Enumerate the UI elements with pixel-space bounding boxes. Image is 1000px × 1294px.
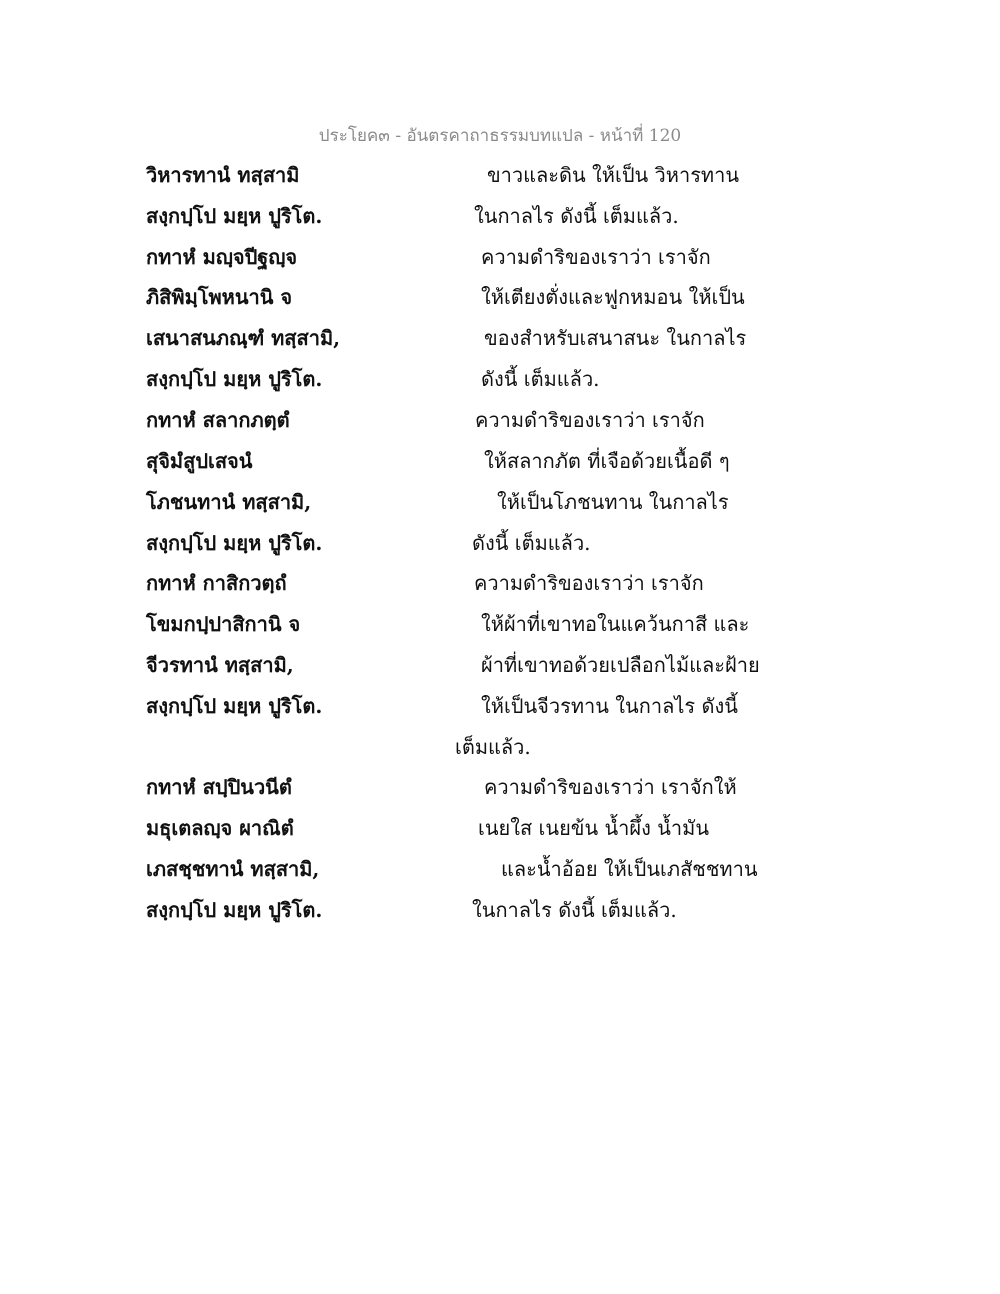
verse-line [0,160,1000,194]
pali-text: เภสชฺชทานํ ทสฺสามิ, [146,857,320,881]
pali-text: สุจิมํสูปเสจนํ [146,449,253,473]
thai-translation: ความดำริของเราว่า เราจัก [481,245,711,269]
verse-line [0,813,1000,847]
verse-line [0,323,1000,357]
verse-line [0,732,1000,766]
pali-text: สงฺกปฺโป มยฺห ปูริโต. [146,898,323,922]
pali-text: วิหารทานํ ทสฺสามิ [146,163,300,187]
pali-text: โภชนทานํ ทสฺสามิ, [146,490,312,514]
thai-translation: ขาวและดิน ให้เป็น วิหารทาน [487,163,740,187]
verse-line [0,364,1000,398]
thai-translation: และน้ำอ้อย ให้เป็นเภสัชชทาน [501,857,758,881]
verse-line [0,405,1000,439]
pali-text: กทาหํ สลากภตฺตํ [146,408,290,432]
page-header: ประโยค๓ - อันตรคาถาธรรมบทแปล - หน้าที่ 120 [318,126,682,146]
verse-line [0,487,1000,521]
thai-translation: ในกาลไร ดังนี้ เต็มแล้ว. [472,898,677,922]
thai-translation: เต็มแล้ว. [455,735,531,759]
verse-line [0,568,1000,602]
pali-text: ภิสิพิมฺโพหนานิ จ [146,285,293,309]
thai-translation: เนยใส เนยข้น น้ำผึ้ง น้ำมัน [478,816,709,840]
verse-line [0,528,1000,562]
pali-text: สงฺกปฺโป มยฺห ปูริโต. [146,204,323,228]
verse-line [0,446,1000,480]
pali-text: จีวรทานํ ทสฺสามิ, [146,653,294,677]
thai-translation: ให้เตียงตั่งและฟูกหมอน ให้เป็น [481,285,745,309]
verse-line [0,650,1000,684]
thai-translation: ให้สลากภัต ที่เจือด้วยเนื้อดี ๆ [484,449,730,473]
verse-line [0,282,1000,316]
verse-line [0,854,1000,888]
verse-line [0,609,1000,643]
thai-translation: ความดำริของเราว่า เราจัก [475,408,705,432]
thai-translation: ความดำริของเราว่า เราจักให้ [484,775,737,799]
thai-translation: ดังนี้ เต็มแล้ว. [472,531,591,555]
pali-text: กทาหํ กาสิกวตฺถํ [146,571,287,595]
thai-translation: ให้เป็นจีวรทาน ในกาลไร ดังนี้ [481,694,738,718]
pali-text: สงฺกปฺโป มยฺห ปูริโต. [146,367,323,391]
thai-translation: ของสำหรับเสนาสนะ ในกาลไร [484,326,747,350]
pali-text: มธุเตลญฺจ ผาณิตํ [146,816,294,840]
verse-line [0,895,1000,929]
pali-text: เสนาสนภณฺฑํ ทสฺสามิ, [146,326,341,350]
thai-translation: ในกาลไร ดังนี้ เต็มแล้ว. [474,204,679,228]
pali-text: กทาหํ สปฺปินวนีตํ [146,775,292,799]
pali-text: สงฺกปฺโป มยฺห ปูริโต. [146,694,323,718]
verse-line [0,691,1000,725]
verse-line [0,242,1000,276]
thai-translation: ให้ผ้าที่เขาทอในแคว้นกาสี และ [481,612,750,636]
pali-text: กทาหํ มญฺจปีฐญฺจ [146,245,298,269]
thai-translation: ผ้าที่เขาทอด้วยเปลือกไม้และฝ้าย [481,653,760,677]
verse-line [0,201,1000,235]
thai-translation: ดังนี้ เต็มแล้ว. [481,367,600,391]
verse-line [0,772,1000,806]
pali-text: สงฺกปฺโป มยฺห ปูริโต. [146,531,323,555]
thai-translation: ให้เป็นโภชนทาน ในกาลไร [497,490,729,514]
thai-translation: ความดำริของเราว่า เราจัก [474,571,704,595]
pali-text: โขมกปฺปาสิกานิ จ [146,612,301,636]
